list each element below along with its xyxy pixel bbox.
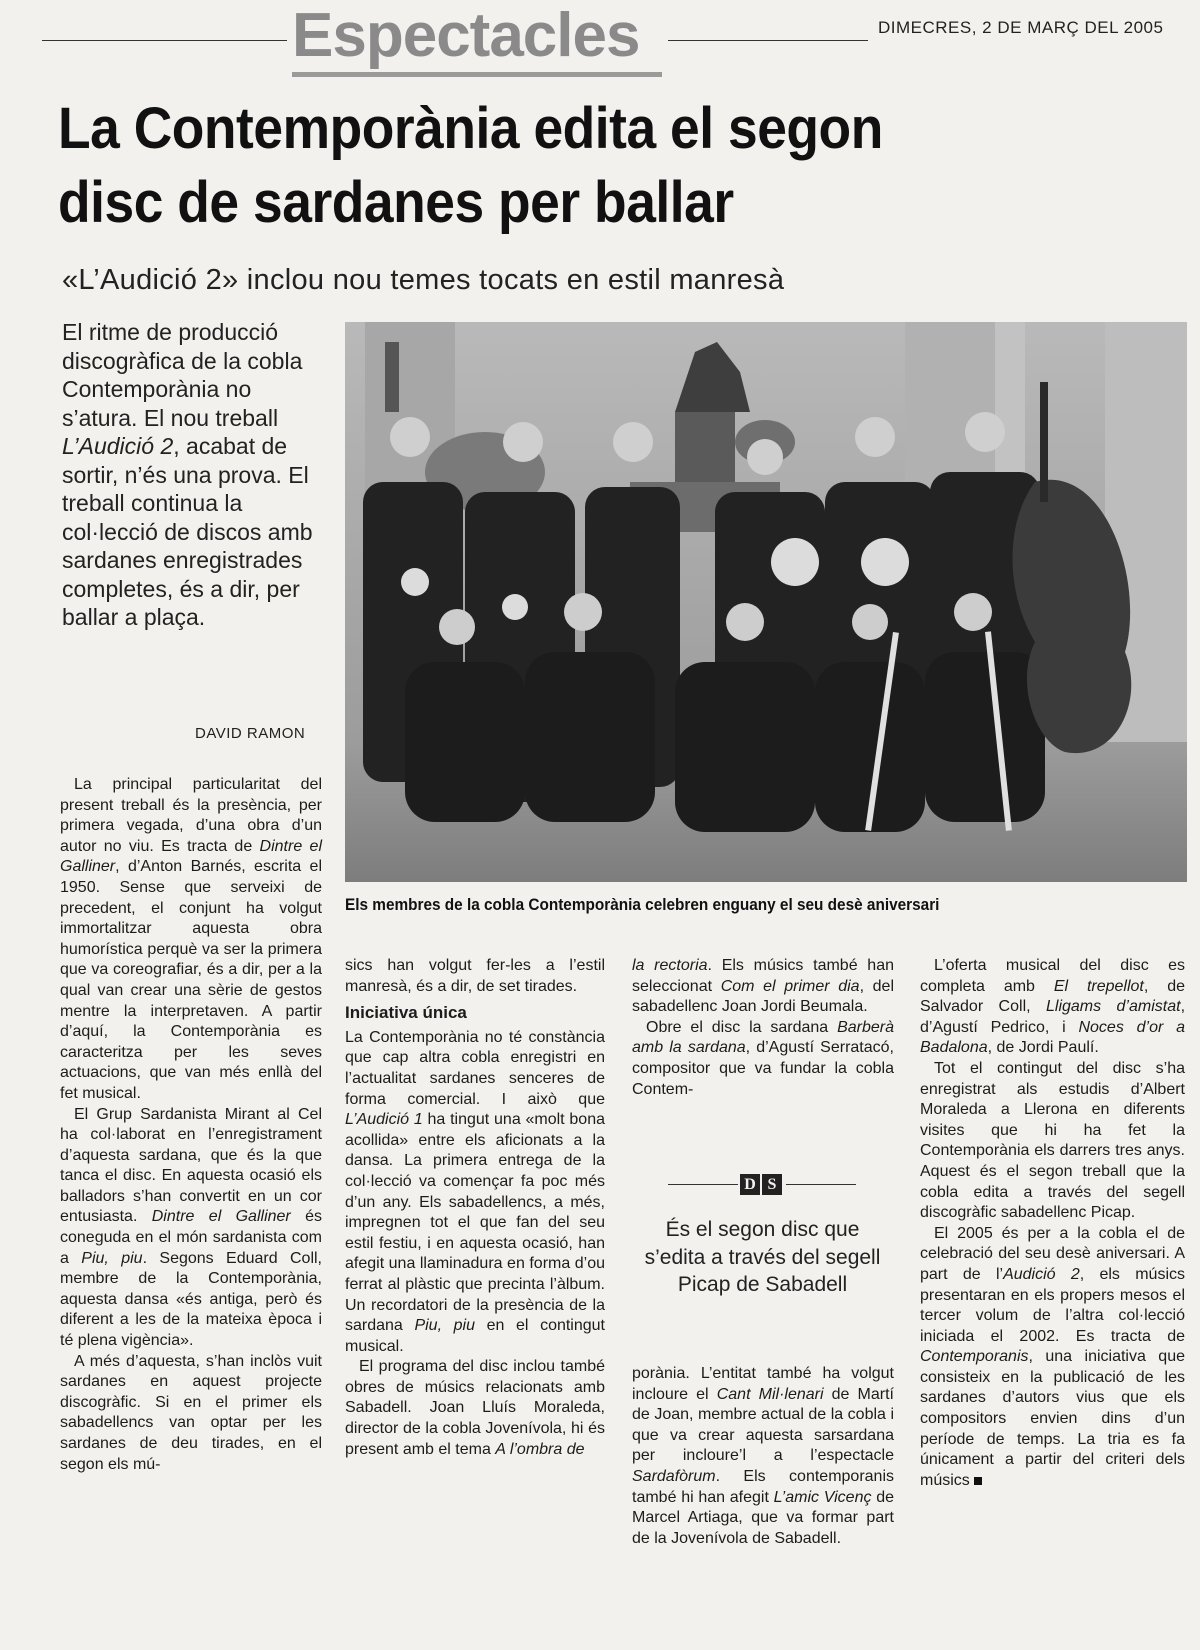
italic-title: Piu, piu [414,1317,475,1335]
text: . Els músics també han seleccionat [632,957,895,995]
text: ha tingut una «molt bona acollida» entre els aficionats a la dansa. La primera entrega de la col·lecció va començar fa poc més d’un any. Els sabadellencs, a més, impregnen tot el que fan del seu estil festiu, i en aquesta ocasió, han afegit una llaminadura en forma d’ou ferrat al plàstic que precinta l’àlbum. Un recordatori de la presència de la sardana [345,1111,606,1335]
pullquote-rule-right [786,1184,856,1185]
paragraph: A més d’aquesta, s’han inclòs vuit sardanes en aquest projecte discogràfic. Si en el primer els sabadellencs van optar per les sardanes de deu tirades, en el segon els mú- [60,1352,322,1473]
photo-caption: Els membres de la cobla Contemporània celebren enguany el seu desè aniversari [345,896,940,914]
text: , de Salvador Coll, [920,977,1186,1016]
italic-title: L’Audició 1 [345,1111,423,1129]
text: en el contingut musical. [345,1317,606,1355]
paragraph [920,956,1185,1059]
text: . Els contemporanis també hi han afegit [632,1467,894,1506]
italic-title: Contemporanis [920,1348,1029,1366]
byline: DAVID RAMON [195,725,306,742]
italic-title: Dintre el Galliner [60,837,322,876]
paragraph [920,1224,1185,1492]
band-photo-illustration [345,322,1187,882]
text: porània. L’entitat també ha volgut incloure el [632,1365,894,1403]
italic-title: L’amic Vicenç [773,1488,872,1506]
italic-title: Dintre el Galliner [151,1208,291,1226]
headline-line-2: disc de sardanes per ballar [58,170,734,235]
italic-title: Lligams d’amistat [1045,998,1181,1016]
paragraph [60,775,322,1105]
subheading: Iniciativa única [345,1003,467,1023]
italic-title: Barberà amb la sardana [632,1018,894,1057]
paragraph [632,956,894,1018]
text: L’oferta musical del disc es completa amb [920,957,1185,995]
body-column-1 [60,775,322,1475]
italic-title: El trepellot [1053,977,1144,995]
section-underline [292,72,662,77]
header-rule-right [668,40,868,41]
logo-letter: D [740,1174,760,1195]
headline-line-1: La Contemporània edita el segon [58,96,883,161]
paragraph [632,1364,894,1549]
text: de Martí de Joan, membre actual de la cobla i que va crear aquesta sarsardana per incloure’l a l’espectacle [632,1385,895,1465]
header-rule-left [42,40,287,41]
lead-paragraph [62,318,332,632]
lead-text: , acabat de sortir, n’és una prova. El treball continua la col·lecció de discos amb sardanes enregistrades completes, és a dir, per ballar a plaça. [62,433,313,630]
lead-italic: L’Audició 2 [62,433,174,459]
paragraph [345,1357,605,1460]
paragraph [632,1018,894,1100]
body-column-4 [920,956,1185,1491]
pullquote: És el segon disc que s’edita a través del segell Picap de Sabadell [644,1218,881,1296]
italic-title: Audició 2 [1003,1265,1080,1283]
body-column-3-bottom [632,1364,894,1549]
logo-letter: S [762,1174,782,1195]
italic-title: la rectoria [632,957,708,974]
paragraph [345,1028,605,1358]
text: , els músics presentaran en els propers mesos el tercer volum de l’altra col·lecció iniciada el 2002. Es tracta de [920,1265,1185,1345]
headline [58,92,1088,240]
lead-text: El ritme de producció discogràfica de la cobla Contemporània no s’atura. El nou treball [62,319,303,431]
text: El 2005 és per a la cobla el de celebració del seu desè aniversari. A part de l’ [920,1224,1185,1283]
text: El programa del disc inclou també obres de músics relacionats amb Sabadell. Joan Lluís Moraleda, director de la cobla Jovenívola, hi és present amb el tema [345,1358,605,1458]
italic-title: Cant Mil·lenari [716,1385,824,1403]
text: La principal particularitat del present treball és la presència, per primera vegada, d’una obra d’un autor no viu. Es tracta de [60,776,322,855]
pullquote-rule-left [668,1184,738,1185]
paragraph: sics han volgut fer-les a l’estil manresà, és a dir, de set tirades. [345,957,605,995]
text: , d’Agustí Serratacó, compositor que va fundar la cobla Contem- [632,1039,894,1098]
italic-title: Sardafòrum [632,1467,716,1485]
text: , d’Anton Barnés, escrita el 1950. Sense que serveixi de precedent, el conjunt ha volgut immortalitzar aquesta obra humorística perquè va ser la primera que va coreografiar, és a dir, per a la qual van crear una sèrie de gestos mentre la interpretaven. A partir d’aquí, la Contemporània es caracteritza per les seves actuacions, que van més enllà del fet musical. [60,858,322,1102]
paragraph [60,1105,322,1352]
body-column-3-top [632,956,894,1100]
text: La Contemporània no té constància que cap altra cobla enregistri en l’actualitat sardanes senceres de forma comercial. I això que [345,1028,605,1108]
end-of-article-icon [974,1477,982,1485]
text: de Marcel Artiaga, que va formar part de la Jovenívola de Sabadell. [632,1488,894,1547]
italic-title: Com el primer dia [720,977,860,995]
section-title: Espectacles [292,1,640,70]
article-photo [345,322,1187,882]
text: , de Jordi Paulí. [987,1039,1099,1057]
text: , d’Agustí Pedrico, i [920,998,1186,1036]
text: Obre el disc la sardana [646,1018,838,1036]
text: , una iniciativa que consisteix en la publicació de les sardanes d’autors vius que els compositors envien dins d’un període de temps. La tria es fa únicament a partir del criteri dels músics [920,1348,1185,1489]
text: . Segons Eduard Coll, membre de la Contemporània, aquesta dansa «és antiga, però és diferent a les de la mateixa època i té plena vigència». [60,1249,323,1350]
text: és coneguda en el món sardanista com a [60,1208,323,1267]
issue-date: DIMECRES, 2 DE MARÇ DEL 2005 [878,18,1164,37]
paragraph: Tot el contingut del disc s’ha enregistrat als estudis d’Albert Moraleda a Llerona en diferents visites que hi ha fet la Contemporània els darrers tres anys. Aquest és el segon treball que la cobla edita a través del segell discogràfic sabadellenc Picap. [920,1059,1185,1222]
ds-logo-icon [740,1174,784,1195]
italic-title: A l’ombra de [495,1440,585,1458]
text: El Grup Sardanista Mirant al Cel ha col·laborat en l’enregistrament d’aquesta sardana, que és la que tanca el disc. En aquesta ocasió els balladors s’han convertit en un cor entusiasta. [60,1105,322,1226]
italic-title: Piu, piu [81,1249,143,1267]
italic-title: Noces d’or a Badalona [920,1018,1185,1057]
text: , del sabadellenc Joan Jordi Beumala. [632,977,895,1016]
subheadline: «L’Audició 2» inclou nou temes tocats en estil manresà [62,264,785,296]
body-column-2 [345,956,605,1460]
